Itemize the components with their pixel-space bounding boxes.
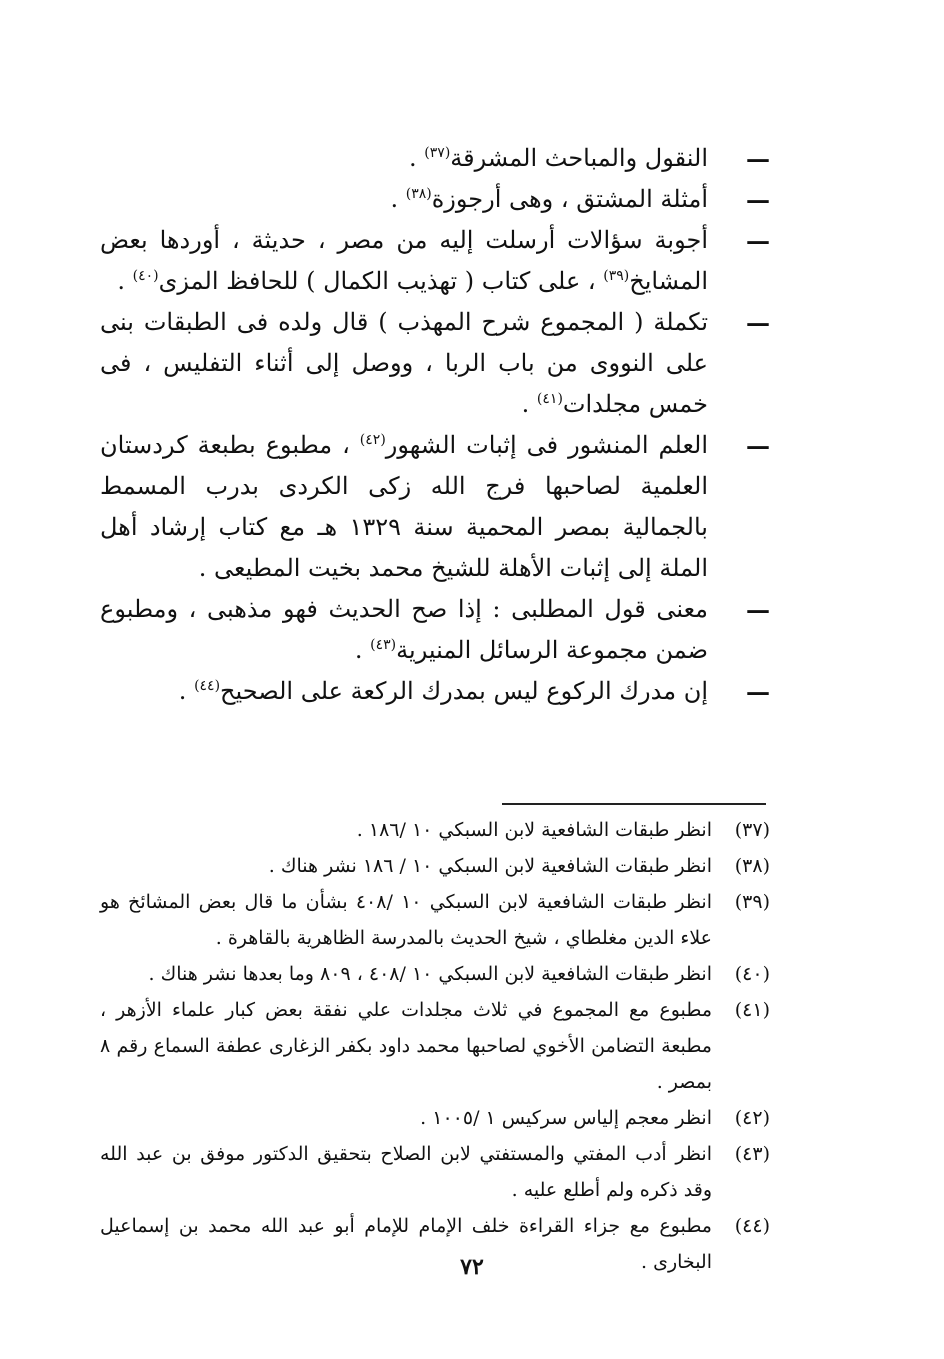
list-item — [100, 138, 770, 179]
footnote-ref: (٤٠) — [132, 268, 159, 284]
footnote-ref: (٤٢) — [359, 432, 386, 448]
item-text: العلم المنشور فى إثبات الشهور — [385, 431, 709, 459]
list-item — [100, 671, 770, 712]
dash-marker: — — [746, 308, 770, 337]
item-tail: . — [390, 185, 406, 213]
footnote-number: (٤٤) — [734, 1215, 770, 1237]
footnotes — [100, 812, 770, 1280]
footnote-text: مطبوع مع المجموع في ثلاث مجلدات علي نفقة بعض كبار علماء الأزهر ، مطبعة التضامن الأخوي لصاحبها محمد داود بكفر الزغارى عطفة السماع رقم ٨ بمصر . — [100, 999, 712, 1093]
footnote-number: (٤٠) — [734, 963, 770, 985]
footnote-text: انظر طبقات الشافعية لابن السبكي ١٠ /١٨٦ . — [356, 819, 712, 841]
list-item — [100, 425, 770, 589]
footnote — [100, 1100, 770, 1136]
item-text-continued: ، مطبوع بطبعة كردستان العلمية لصاحبها فرج الله زكى الكردى بدرب المسمط بالجمالية بمصر المحمية سنة ١٣٢٩ هـ مع كتاب إرشاد أهل الملة إلى إثبات الأهلة للشيخ محمد بخيت المطيعى . — [100, 431, 708, 582]
footnote-number: (٤٢) — [734, 1107, 770, 1129]
dash-marker: — — [746, 595, 770, 624]
dash-marker: — — [746, 226, 770, 255]
footnote-text: انظر معجم إلياس سركيس ١ /١٠٠٥ . — [420, 1107, 712, 1129]
footnote-number: (٣٧) — [734, 819, 770, 841]
dash-marker: — — [746, 144, 770, 173]
footnote-number: (٣٩) — [734, 891, 770, 913]
footnote-text: مطبوع مع جزاء القراءة خلف الإمام للإمام أبو عبد الله محمد بن إسماعيل البخارى . — [100, 1215, 712, 1273]
page-number: ٧٢ — [460, 1254, 484, 1280]
item-tail: . — [521, 390, 537, 418]
footnote-number: (٣٨) — [734, 855, 770, 877]
footnote-divider — [502, 803, 766, 805]
item-text: أمثلة المشتق ، وهى أرجوزة — [431, 185, 708, 213]
dash-marker: — — [746, 677, 770, 706]
item-text: النقول والمباحث المشرقة — [450, 144, 708, 172]
list-item — [100, 220, 770, 302]
footnote-text: انظر طبقات الشافعية لابن السبكي ١٠ /٤٠٨ بشأن ما قال بعض المشائخ هو علاء الدين مغلطاي ، شيخ الحديث بالمدرسة الظاهرية بالقاهرة . — [100, 891, 712, 949]
footnote — [100, 992, 770, 1100]
footnote — [100, 812, 770, 848]
footnote-ref: (٣٧) — [424, 145, 451, 161]
footnote-ref: (٣٩) — [603, 268, 630, 284]
item-text: معنى قول المطلبى : إذا صح الحديث فهو مذهبى ، ومطبوع ضمن مجموعة الرسائل المنيرية — [100, 595, 708, 664]
footnote-text: انظر طبقات الشافعية لابن السبكي ١٠ / ١٨٦ نشر هناك . — [268, 855, 712, 877]
dash-marker: — — [746, 431, 770, 460]
footnote-ref: (٤١) — [536, 391, 563, 407]
list-item — [100, 589, 770, 671]
footnote — [100, 848, 770, 884]
footnote-ref: (٤٤) — [194, 678, 221, 694]
list-item — [100, 179, 770, 220]
footnote-text: انظر طبقات الشافعية لابن السبكي ١٠ /٤٠٨ ، ٨٠٩ وما بعدها نشر هناك . — [148, 963, 712, 985]
item-tail: . — [409, 144, 425, 172]
item-text-continued: ، على كتاب ( تهذيب الكمال ) للحافظ المزى — [158, 267, 604, 295]
footnote-ref: (٣٨) — [405, 186, 432, 202]
footnote — [100, 1136, 770, 1208]
footnote-number: (٤٣) — [734, 1143, 770, 1165]
list-item — [100, 302, 770, 425]
footnote-number: (٤١) — [734, 999, 770, 1021]
footnote — [100, 956, 770, 992]
works-list — [100, 138, 770, 712]
footnote-ref: (٤٣) — [370, 637, 397, 653]
item-tail: . — [354, 636, 371, 664]
dash-marker: — — [746, 185, 770, 214]
footnote — [100, 884, 770, 956]
item-tail: . — [117, 267, 133, 295]
footnote-text: انظر أدب المفتي والمستفتي لابن الصلاح بتحقيق الدكتور موفق بن عبد الله وقد ذكره ولم أطلع عليه . — [100, 1143, 712, 1201]
item-text: أجوبة سؤالات أرسلت إليه من مصر ، حديثة ، أوردها بعض المشايخ — [100, 226, 708, 295]
item-text: إن مدرك الركوع ليس بمدرك الركعة على الصحيح — [220, 677, 708, 705]
item-tail: . — [178, 677, 195, 705]
item-text: تكملة ( المجموع شرح المهذب ) قال ولده فى الطبقات بنى على النووى من باب الربا ، ووصل إلى أثناء التفليس ، فى خمس مجلدات — [100, 308, 708, 418]
